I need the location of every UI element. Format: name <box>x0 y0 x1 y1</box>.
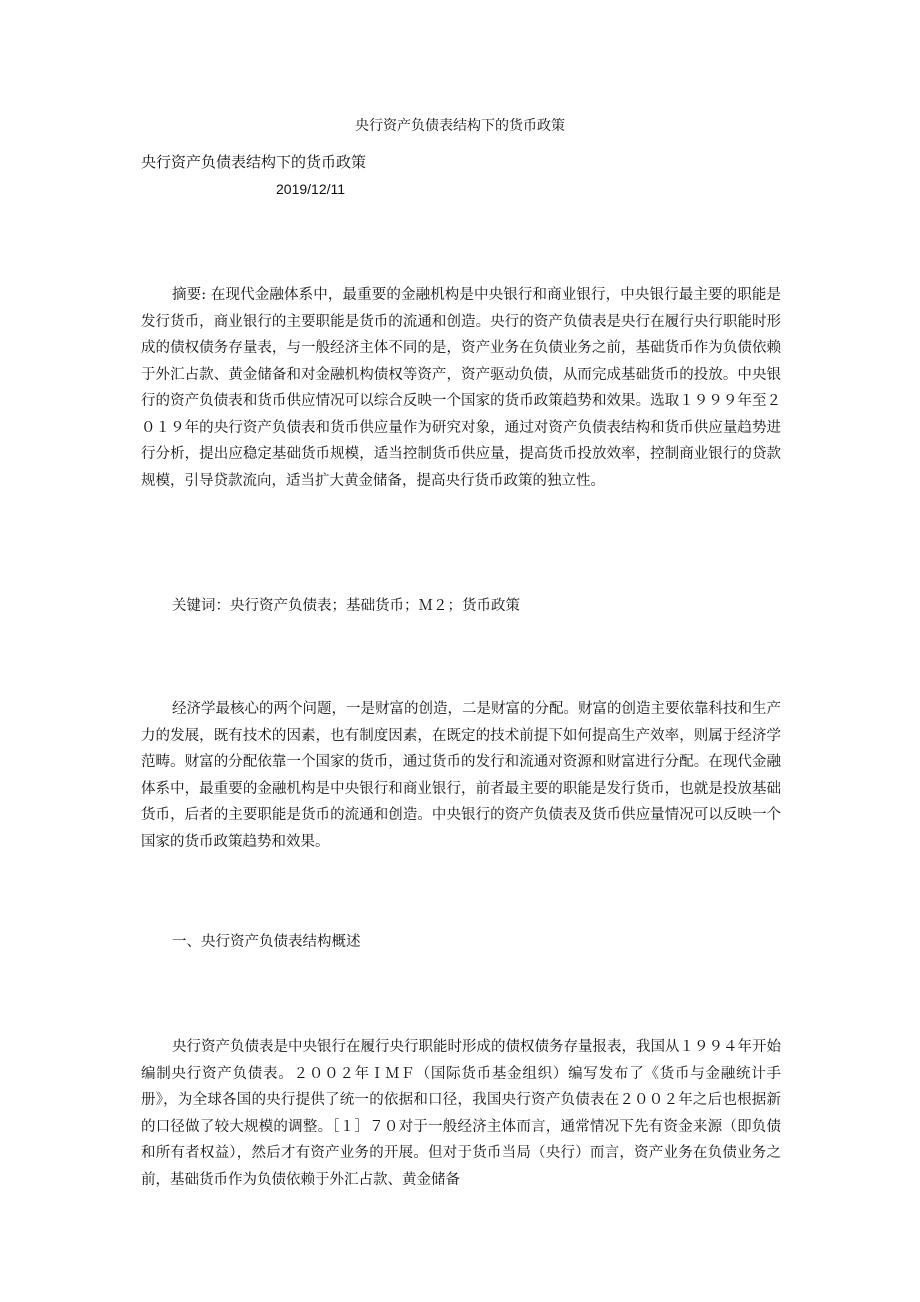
section-body-paragraph: 央行资产负债表是中央银行在履行央行职能时形成的债权债务存量报表，我国从１９９４年开始编制央行资产负债表。２００２年ＩＭＦ（国际货币基金组织）编写发布了《货币与金融统计手册》，为全球各国的央行提供了统一的依据和口径，我国央行资产负债表在２００２年之后也根据新的口径做了较大规模的调整。［１］７０对于一般经济主体而言，通常情况下先有资金来源（即负债和所有者权益），然后才有资产业务的开展。但对于货币当局（央行）而言，资产业务在负债业务之前，基础货币作为负债依赖于外汇占款、黄金储备 <box>141 1039 781 1188</box>
document-title: 央行资产负债表结构下的货币政策 <box>141 153 367 171</box>
intro-paragraph: 经济学最核心的两个问题，一是财富的创造，二是财富的分配。财富的创造主要依靠科技和生产力的发展，既有技术的因素，也有制度因素，在既定的技术前提下如何提高生产效率，则属于经济学范畴。财富的分配依靠一个国家的货币，通过货币的发行和流通对资源和财富进行分配。在现代金融体系中，最重要的金融机构是中央银行和商业银行，前者最主要的职能是发行货币，也就是投放基础货币，后者的主要职能是货币的流通和创造。中央银行的资产负债表及货币供应量情况可以反映一个国家的货币政策趋势和效果。 <box>141 701 781 850</box>
section-heading: 一、央行资产负债表结构概述 <box>172 934 361 950</box>
abstract-paragraph: 摘要: 在现代金融体系中，最重要的金融机构是中央银行和商业银行，中央银行最主要的职能是发行货币，商业银行的主要职能是货币的流通和创造。央行的资产负债表是央行在履行央行职能时形成的债权债务存量表，与一般经济主体不同的是，资产业务在负债业务之前，基础货币作为负债依赖于外汇占款、黄金储备和对金融机构债权等资产，资产驱动负债，从而完成基础货币的投放。中央银行的资产负债表和货币供应情况可以综合反映一个国家的货币政策趋势和效果。选取１９９９年至２０１９年的央行资产负债表和货币供应量作为研究对象，通过对资产负债表结构和货币供应量趋势进行分析，提出应稳定基础货币规模，适当控制货币供应量，提高货币投放效率，控制商业银行的贷款规模，引导贷款流向，适当扩大黄金储备，提高央行货币政策的独立性。 <box>141 287 781 489</box>
document-date: 2019/12/11 <box>276 181 346 197</box>
page-header-title: 央行资产负债表结构下的货币政策 <box>355 118 565 134</box>
keywords-paragraph: 关键词：央行资产负债表；基础货币；Ｍ２；货币政策 <box>172 598 520 614</box>
